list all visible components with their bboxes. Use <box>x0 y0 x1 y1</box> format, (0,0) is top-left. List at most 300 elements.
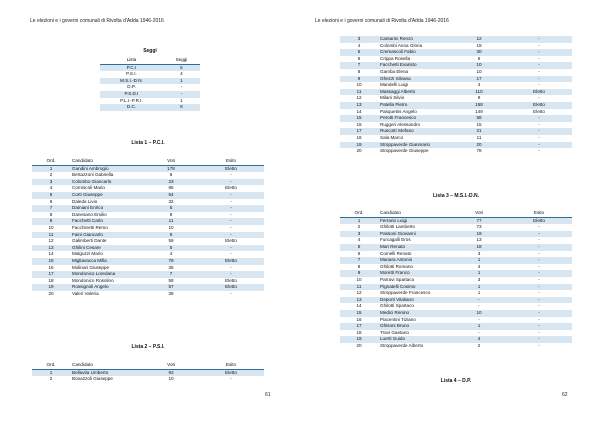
table-cell: 15 <box>32 258 70 265</box>
table-row <box>340 270 572 277</box>
table-cell: P.S.I. <box>126 71 137 77</box>
table-row <box>340 76 572 83</box>
table-cell: 11 <box>32 232 70 239</box>
table-cell: 149 <box>475 108 483 114</box>
table-cell: 8 <box>169 172 173 178</box>
table-cell: Eletto <box>506 102 572 109</box>
table-cell: - <box>538 134 540 140</box>
table-cell: 10 <box>48 224 54 230</box>
table-cell: 158 <box>452 102 506 109</box>
table-cell: 1 <box>452 270 506 277</box>
column-header: Candidato <box>378 210 452 217</box>
table-row <box>340 36 572 43</box>
table-cell: Eletto <box>533 108 545 114</box>
table-cell: Malguzzi Mario <box>72 251 103 257</box>
lista1-table <box>32 158 264 297</box>
table-cell: - <box>538 82 540 88</box>
table-cell: - <box>538 290 540 296</box>
table-cell: 11 <box>144 218 198 225</box>
column-header: Esito <box>198 158 264 165</box>
table-cell: Comelli Renato <box>380 250 412 256</box>
table-cell: - <box>198 218 264 225</box>
table-cell: 15 <box>340 310 378 317</box>
table-cell: 9 <box>340 270 378 277</box>
table-row <box>32 376 264 383</box>
table-cell: - <box>538 276 540 282</box>
table-cell: Colombo Giancarlo <box>70 179 144 186</box>
table-cell: 2 <box>49 172 53 178</box>
table-row <box>32 165 264 172</box>
table-row <box>32 192 264 199</box>
table-cell: 178 <box>144 165 198 172</box>
page-number: 62 <box>562 392 568 398</box>
table-cell: - <box>506 62 572 69</box>
table-cell: 1 <box>452 257 506 264</box>
table-cell: Mandelli Luigi <box>380 82 409 88</box>
table-cell: Ghilotti Lamberto <box>380 224 415 230</box>
table-cell: 13 <box>476 237 482 243</box>
table-cell: 8 <box>357 263 361 269</box>
table-cell: Eletto <box>506 217 572 224</box>
table-cell: Ghilotti Spartaco <box>380 303 414 309</box>
table-cell: Mari Renato <box>378 244 452 251</box>
table-cell: - <box>538 342 540 348</box>
table-cell: Corniscoli Mario <box>72 185 105 191</box>
table-row <box>340 109 572 116</box>
table-cell: Stroppaverde Alberto <box>380 342 424 348</box>
table-cell: 11 <box>476 134 482 140</box>
table-cell: - <box>538 121 540 127</box>
table-cell: Rossignoli Angelo <box>70 284 144 291</box>
table-cell: 15 <box>476 121 482 127</box>
table-cell: - <box>506 257 572 264</box>
table-cell: 10 <box>452 62 506 69</box>
table-row <box>32 238 264 245</box>
page-number: 61 <box>265 392 271 398</box>
table-cell: Valeri Valeria <box>72 290 99 296</box>
table-cell: Molinari Giuseppe <box>72 264 110 270</box>
table-cell: 7 <box>144 271 198 278</box>
table-cell: Facchinetti Remo <box>72 224 108 230</box>
table-cell: P.S.D.I <box>100 91 163 98</box>
table-cell: - <box>506 115 572 122</box>
table-cell: 32 <box>168 198 174 204</box>
table-row <box>340 237 572 244</box>
table-cell: 17 <box>340 323 378 330</box>
table-row <box>100 71 200 78</box>
table-row <box>340 297 572 304</box>
table-row <box>32 245 264 252</box>
table-cell: Migliavacca Milla <box>70 258 144 265</box>
table-cell: Mondonico Loredana <box>70 271 144 278</box>
table-row <box>32 185 264 192</box>
table-cell: Mondonico Rosolino <box>72 277 114 283</box>
table-cell: 10 <box>356 276 362 282</box>
column-header: Ord. <box>340 210 378 217</box>
table-cell: 10 <box>356 82 362 88</box>
table-cell: - <box>538 55 540 61</box>
table-row <box>32 271 264 278</box>
table-cell: - <box>506 49 572 56</box>
table-row <box>340 56 572 63</box>
table-cell: 11 <box>340 284 378 291</box>
table-cell: 59 <box>168 238 174 244</box>
table-cell: 10 <box>476 68 482 74</box>
table-cell: - <box>538 303 540 309</box>
table-cell: 2 <box>49 376 53 382</box>
table-cell: 2 <box>357 224 361 230</box>
table-cell: 3 <box>477 276 481 282</box>
table-cell: Ghezzi Silvana <box>378 76 452 83</box>
table-row <box>340 277 572 284</box>
table-cell: 1 <box>452 323 506 330</box>
table-cell: 77 <box>452 217 506 224</box>
table-cell: - <box>478 329 480 335</box>
table-cell: 7 <box>340 257 378 264</box>
table-cell: 14 <box>356 303 362 309</box>
table-cell: 8 <box>163 104 200 111</box>
table-cell: 78 <box>144 258 198 265</box>
table-cell: Gamba Elena <box>380 68 409 74</box>
table-cell: 5 <box>340 244 378 251</box>
column-header: Candidato <box>70 158 144 165</box>
running-header: Le elezioni e i governi comunali di Rivolta d'Adda 1946-2016 <box>30 18 164 24</box>
table-cell: Facchetti Carlo <box>70 218 144 225</box>
table-row <box>32 179 264 186</box>
table-cell: 10 <box>452 310 506 317</box>
table-row <box>32 218 264 225</box>
table-cell: P.L.I.-P.R.I. <box>120 97 143 103</box>
table-cell: 12 <box>452 36 506 43</box>
seggi-title: Seggi <box>143 48 157 54</box>
table-cell: 6 <box>357 55 361 61</box>
table-cell: 1 <box>180 97 183 103</box>
column-header: Voti <box>452 210 506 217</box>
column-header: Ord. <box>32 158 70 165</box>
table-cell: 4 <box>180 71 183 77</box>
table-cell: 3 <box>340 231 378 238</box>
table-cell: - <box>506 76 572 83</box>
table-cell: 6 <box>477 55 481 61</box>
table-cell: 39 <box>168 290 174 296</box>
column-header: Candidato <box>70 362 144 369</box>
table-cell: 4 <box>357 42 361 48</box>
table-row <box>340 224 572 231</box>
table-cell: 9 <box>144 232 198 239</box>
table-cell: 11 <box>340 89 378 96</box>
table-cell: 2 <box>477 342 481 348</box>
table-row <box>340 43 572 50</box>
table-cell: 1 <box>163 78 200 85</box>
table-cell: Piacentini Tiziano <box>380 316 416 322</box>
table-cell: Luerti Guido <box>378 336 452 343</box>
table-cell: 5 <box>340 49 378 56</box>
table-cell: Perotti Francesco <box>378 115 452 122</box>
table-row <box>340 128 572 135</box>
table-cell: Eletto <box>198 284 264 291</box>
table-row <box>32 284 264 291</box>
table-cell: 23 <box>144 179 198 186</box>
table-row <box>32 199 264 206</box>
table-cell: Pasquetini Angelo <box>380 108 417 114</box>
table-cell: 17 <box>340 128 378 135</box>
table-cell: - <box>506 336 572 343</box>
table-row <box>340 95 572 102</box>
table-row <box>340 102 572 109</box>
table-cell: 8 <box>357 68 361 74</box>
table-cell: Milani Silvio <box>380 95 405 101</box>
table-row <box>340 251 572 258</box>
table-cell: 18 <box>356 134 362 140</box>
table-cell: Bonazzoli Giuseppe <box>72 376 113 382</box>
table-cell: 13 <box>340 102 378 109</box>
table-cell: - <box>506 142 572 149</box>
table-cell: 13 <box>340 297 378 304</box>
table-cell: 5 <box>144 245 198 252</box>
lista2-table <box>32 362 264 383</box>
column-header: Ord. <box>32 362 70 369</box>
table-cell: 17 <box>452 76 506 83</box>
table-cell: 20 <box>48 290 54 296</box>
column-header: Voti <box>144 158 198 165</box>
lista3-title: Lista 3 – M.S.I.-D.N. <box>432 193 480 199</box>
table-cell: Passoni Giovanni <box>378 231 452 238</box>
table-cell: Ghilini Cesare <box>70 245 144 252</box>
table-cell: 30 <box>452 49 506 56</box>
table-cell: Parravi Spartaco <box>380 276 415 282</box>
seggi-table <box>100 57 200 111</box>
table-row <box>100 78 200 85</box>
table-cell: Medici Renino <box>378 310 452 317</box>
table-row <box>32 172 264 179</box>
table-cell: Moretti Franco <box>378 270 452 277</box>
table-cell: - <box>506 36 572 43</box>
table-row <box>32 205 264 212</box>
table-cell: 17 <box>32 271 70 278</box>
table-cell: - <box>506 128 572 135</box>
table-cell: - <box>198 271 264 278</box>
right-page <box>300 0 600 424</box>
table-cell: Patella Pietro <box>378 102 452 109</box>
table-cell: 4 <box>452 336 506 343</box>
table-cell: 12 <box>48 238 54 244</box>
table-cell: - <box>230 376 232 382</box>
table-row <box>340 303 572 310</box>
table-row <box>340 142 572 149</box>
table-row <box>340 69 572 76</box>
table-cell: Damiani Enrico <box>70 205 144 212</box>
table-cell: Faini Giancarlo <box>70 232 144 239</box>
table-cell: 93 <box>144 369 198 376</box>
table-cell: Furcagalli Eros <box>380 237 411 243</box>
table-cell: - <box>506 231 572 238</box>
table-row <box>32 225 264 232</box>
table-cell: - <box>538 68 540 74</box>
table-cell: - <box>538 316 540 322</box>
table-cell: Pignatelli Cosimo <box>378 284 452 291</box>
table-cell: 54 <box>144 192 198 199</box>
table-cell: - <box>538 95 540 101</box>
column-header: Voti <box>144 362 198 369</box>
table-row <box>340 343 572 350</box>
table-cell: 110 <box>452 89 506 96</box>
table-cell: - <box>198 245 264 252</box>
table-cell: Ghisoni Bruno <box>378 323 452 330</box>
table-cell: 4 <box>169 251 173 257</box>
running-header: Le elezioni e i governi comunali di Rivolta d'Adda 1946-2016 <box>315 18 449 24</box>
table-row <box>100 84 200 91</box>
table-cell: Bellavita Umberto <box>70 369 144 376</box>
table-cell: Colombi Anna Gloria <box>380 42 423 48</box>
table-cell: 9 <box>340 76 378 83</box>
table-cell: 1 <box>477 290 481 296</box>
table-row <box>340 115 572 122</box>
table-cell: Eletto <box>506 89 572 96</box>
table-cell: - <box>230 290 232 296</box>
table-cell: - <box>230 224 232 230</box>
table-cell: 12 <box>356 95 362 101</box>
table-row <box>32 291 264 298</box>
table-cell: 12 <box>356 290 362 296</box>
table-cell: - <box>198 192 264 199</box>
table-cell: 19 <box>340 142 378 149</box>
table-cell: Massaggi Alberto <box>378 89 452 96</box>
table-cell: 20 <box>356 148 362 154</box>
table-cell: 9 <box>477 95 481 101</box>
table-cell: Eletto <box>198 165 264 172</box>
column-header: Esito <box>198 362 264 369</box>
table-cell: - <box>538 250 540 256</box>
table-cell: 7 <box>340 62 378 69</box>
table-cell: 5 <box>32 192 70 199</box>
table-row <box>32 251 264 258</box>
table-cell: Eletto <box>198 258 264 265</box>
lista3-table <box>340 210 572 349</box>
table-cell: Eletto <box>198 369 264 376</box>
table-cell: M.S.I.-D.N. <box>100 78 163 85</box>
table-cell: Gandini Ambrogio <box>70 165 144 172</box>
table-cell: 8 <box>169 211 173 217</box>
table-cell: - <box>478 316 480 322</box>
table-row <box>340 323 572 330</box>
table-row <box>32 212 264 219</box>
table-row <box>340 264 572 271</box>
table-cell: 8 <box>49 211 53 217</box>
table-cell: 1 <box>340 217 378 224</box>
table-row <box>340 148 572 155</box>
table-cell: 6 <box>49 198 53 204</box>
table-row <box>100 98 200 105</box>
table-cell: 7 <box>32 205 70 212</box>
table-cell: Ghilotti Romano <box>380 263 413 269</box>
table-row <box>32 258 264 265</box>
table-row <box>340 244 572 251</box>
table-cell: Sala Marco <box>380 134 404 140</box>
table-cell: Danesano Emilio <box>72 211 107 217</box>
table-cell: 19 <box>340 336 378 343</box>
table-cell: - <box>230 172 232 178</box>
table-cell: 16 <box>48 264 54 270</box>
table-cell: Deporti Vitaliano <box>378 297 452 304</box>
table-cell: P.C.I <box>100 64 163 71</box>
table-cell: - <box>230 211 232 217</box>
table-row <box>340 217 572 224</box>
table-cell: Facchetti Evaristo <box>378 62 452 69</box>
table-row <box>32 278 264 285</box>
table-row <box>340 49 572 56</box>
table-row <box>340 82 572 89</box>
table-cell: D.P. <box>127 84 136 90</box>
column-header: Esito <box>506 210 572 217</box>
table-cell: 16 <box>356 121 362 127</box>
table-cell: 10 <box>168 376 174 382</box>
table-cell: 18 <box>452 244 506 251</box>
table-cell: Stroppaverde Giuseppe <box>380 148 429 154</box>
table-cell: - <box>506 244 572 251</box>
table-cell: Travi Gaetano <box>380 329 409 335</box>
lista2-continued-table <box>340 36 572 155</box>
table-cell: 1 <box>32 165 70 172</box>
table-cell: 85 <box>168 185 174 191</box>
table-cell: 57 <box>144 284 198 291</box>
table-cell: - <box>538 224 540 230</box>
table-cell: - <box>506 310 572 317</box>
table-cell: Ruscotti Stefano <box>378 128 452 135</box>
table-cell: - <box>506 297 572 304</box>
table-cell: - <box>230 264 232 270</box>
table-row <box>340 284 572 291</box>
table-row <box>32 369 264 376</box>
table-cell: 4 <box>357 237 361 243</box>
table-cell: 73 <box>476 224 482 230</box>
lista4-title: Lista 4 – D.P. <box>440 378 472 384</box>
table-cell: Stroppaverde Gianmario <box>378 142 452 149</box>
table-cell: 10 <box>168 224 174 230</box>
table-cell: - <box>452 297 506 304</box>
table-cell: Stroppaverde Francesco <box>380 290 431 296</box>
table-cell: - <box>506 270 572 277</box>
table-cell: 16 <box>356 316 362 322</box>
column-header: Seggi <box>163 57 200 64</box>
table-cell: 3 <box>477 250 481 256</box>
table-cell: - <box>230 251 232 257</box>
table-cell: - <box>198 232 264 239</box>
table-cell: - <box>538 42 540 48</box>
table-row <box>100 104 200 111</box>
table-cell: - <box>538 148 540 154</box>
table-cell: 3 <box>32 179 70 186</box>
column-header: Lista <box>100 57 163 64</box>
table-cell: - <box>230 198 232 204</box>
table-cell: - <box>538 263 540 269</box>
table-cell: 5 <box>144 205 198 212</box>
table-cell: 4 <box>49 185 53 191</box>
table-cell: - <box>478 303 480 309</box>
table-cell: 1 <box>32 369 70 376</box>
table-row <box>340 62 572 69</box>
table-row <box>100 91 200 98</box>
table-cell: 18 <box>48 277 54 283</box>
table-cell: Galimberti Dante <box>72 238 107 244</box>
lista1-title: Lista 1 – P.C.I. <box>131 140 165 146</box>
table-cell: 6 <box>163 64 200 71</box>
table-cell: Cremascoli Fabio <box>378 49 452 56</box>
table-row <box>340 290 572 297</box>
table-cell: 3 <box>340 36 378 43</box>
table-cell: - <box>198 205 264 212</box>
table-cell: 4 <box>477 263 481 269</box>
table-row <box>340 336 572 343</box>
